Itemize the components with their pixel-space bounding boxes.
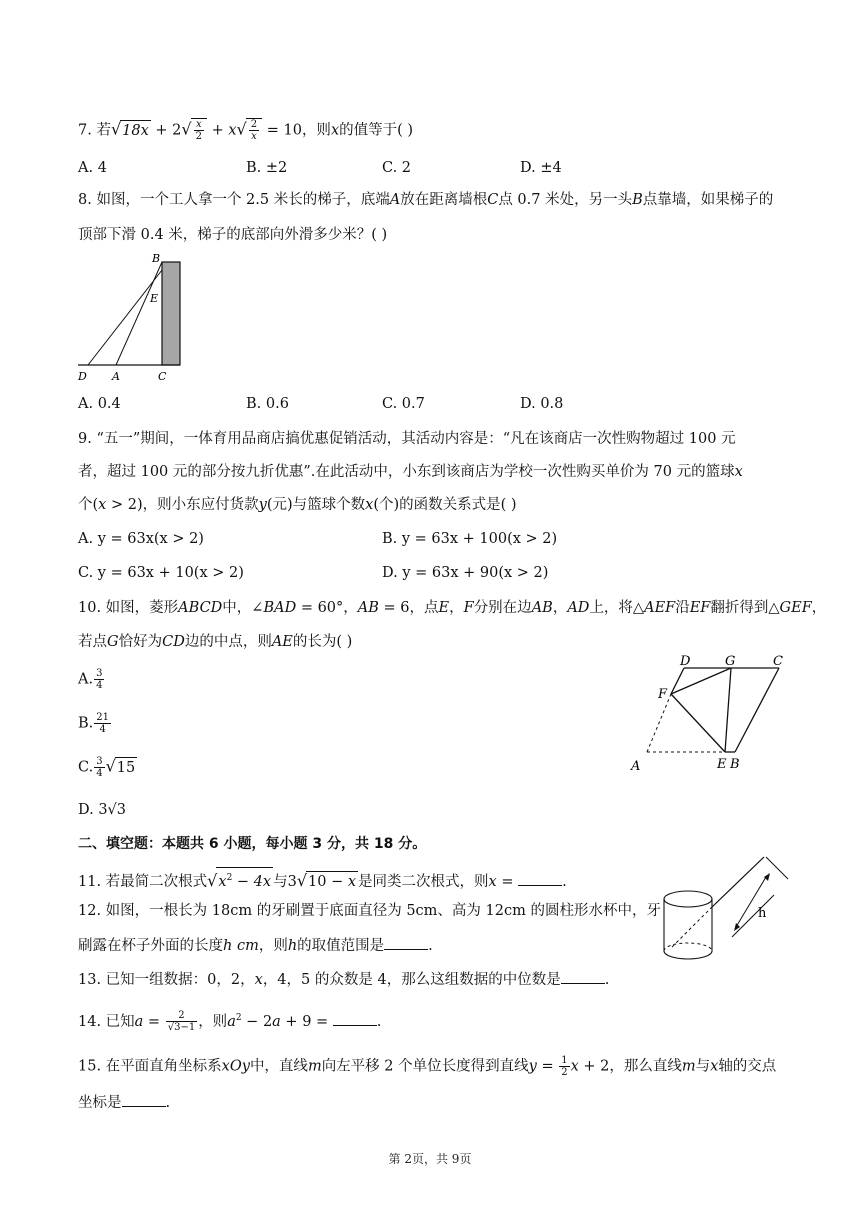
label-c: C	[158, 370, 167, 383]
label-d: D	[680, 654, 691, 669]
question-12-line-2: 刷露在杯子外面的长度h cm，则h的取值范围是 .	[78, 938, 433, 954]
question-7: 7. 若√18x + 2√ $\frac{x}{2}$ + x√ $\frac{2}{x}$ = 10，则x的值等于( )	[78, 119, 414, 142]
question-13: 13. 已知一组数据：0，2，x，4，5 的众数是 4，那么这组数据的中位数是 .	[78, 972, 610, 988]
q7-option-c: C. 2	[382, 160, 412, 176]
q10-option-c: C. $\frac{3}{4}$ √15	[78, 756, 136, 779]
label-b: B	[730, 757, 740, 772]
section-fill-in-heading: 二、填空题：本题共 6 小题，每小题 3 分，共 18 分。	[78, 836, 427, 852]
rhombus-figure	[625, 652, 795, 777]
label-e: E	[717, 757, 727, 772]
question-15-line-1: 15. 在平面直角坐标系xOy中，直线m向左平移 2 个单位长度得到直线y = $\frac{1}{2}$ x + 2，那么直线m与x轴的交点	[78, 1055, 777, 1078]
answer-blank[interactable]	[518, 873, 562, 886]
q8-option-c: C. 0.7	[382, 396, 425, 412]
label-d: D	[78, 370, 87, 383]
question-11: 11. 若最简二次根式$√x^2 - 4x$ 与3√10 − x 是同类二次根式，则x = .	[78, 867, 567, 892]
q9-option-a: A. y = 63x(x > 2)	[78, 531, 204, 547]
q10-option-d: D. 3√3	[78, 802, 127, 818]
q8-option-d: D. 0.8	[520, 396, 564, 412]
label-a: A	[112, 370, 120, 383]
question-10-line-2: 若点G恰好为CD边的中点，则AE的长为( )	[78, 634, 353, 650]
question-8-line-1: 8. 如图，一个工人拿一个 2.5 米长的梯子，底端A放在距离墙根C点 0.7 米处，另一头B点靠墙，如果梯子的	[78, 192, 774, 208]
q9-option-c: C. y = 63x + 10(x > 2)	[78, 565, 244, 581]
question-9-line-1: 9. “五一”期间，一体育用品商店搞优惠促销活动，其活动内容是：“凡在该商店一次性购物超过 100 元	[78, 431, 736, 447]
q9-option-b: B. y = 63x + 100(x > 2)	[382, 531, 558, 547]
answer-blank[interactable]	[384, 937, 428, 950]
q7-option-b: B. ±2	[246, 160, 288, 176]
answer-blank[interactable]	[561, 971, 605, 984]
q10-option-a: A. $\frac{3}{4}$	[78, 668, 103, 691]
question-12-line-1: 12. 如图，一根长为 18cm 的牙刷置于底面直径为 5cm、高为 12cm 的圆柱形水杯中，牙	[78, 903, 661, 919]
label-c: C	[773, 654, 783, 669]
q8-option-b: B. 0.6	[246, 396, 289, 412]
cup-toothbrush-figure	[660, 855, 790, 965]
page-footer: 第 2页，共 9页	[388, 1152, 472, 1166]
answer-blank[interactable]	[333, 1013, 377, 1026]
label-a: A	[631, 759, 641, 774]
ladder-figure	[78, 252, 198, 384]
question-9-line-3: 个(x > 2)，则小东应付货款y(元)与篮球个数x(个)的函数关系式是( )	[78, 497, 517, 513]
question-14: 14. 已知a = $\frac{2}{√3-1}$ ，则$a^2 - 2a + 9$ = .	[78, 1010, 382, 1034]
question-10-line-1: 10. 如图，菱形ABCD中，∠BAD = 60°，AB = 6，点E，F分别在边AB，AD上，将△AEF沿EF翻折得到△GEF，	[78, 600, 827, 616]
question-9-line-2: 者，超过 100 元的部分按九折优惠”.在此活动中，小东到该商店为学校一次性购买单价为 70 元的篮球x	[78, 464, 743, 480]
q8-option-a: A. 0.4	[78, 396, 121, 412]
question-8-line-2: 顶部下滑 0.4 米，梯子的底部向外滑多少米？( )	[78, 227, 388, 243]
label-g: G	[725, 654, 736, 669]
q10-option-b: B. $\frac{21}{4}$	[78, 712, 109, 735]
label-f: F	[658, 687, 668, 702]
answer-blank[interactable]	[122, 1094, 166, 1107]
label-b: B	[152, 252, 161, 265]
q7-option-d: D. ±4	[520, 160, 562, 176]
q7-option-a: A. 4	[78, 160, 107, 176]
label-h: h	[758, 906, 767, 921]
question-15-line-2: 坐标是 .	[78, 1095, 171, 1111]
label-e: E	[150, 292, 159, 305]
q9-option-d: D. y = 63x + 90(x > 2)	[382, 565, 549, 581]
